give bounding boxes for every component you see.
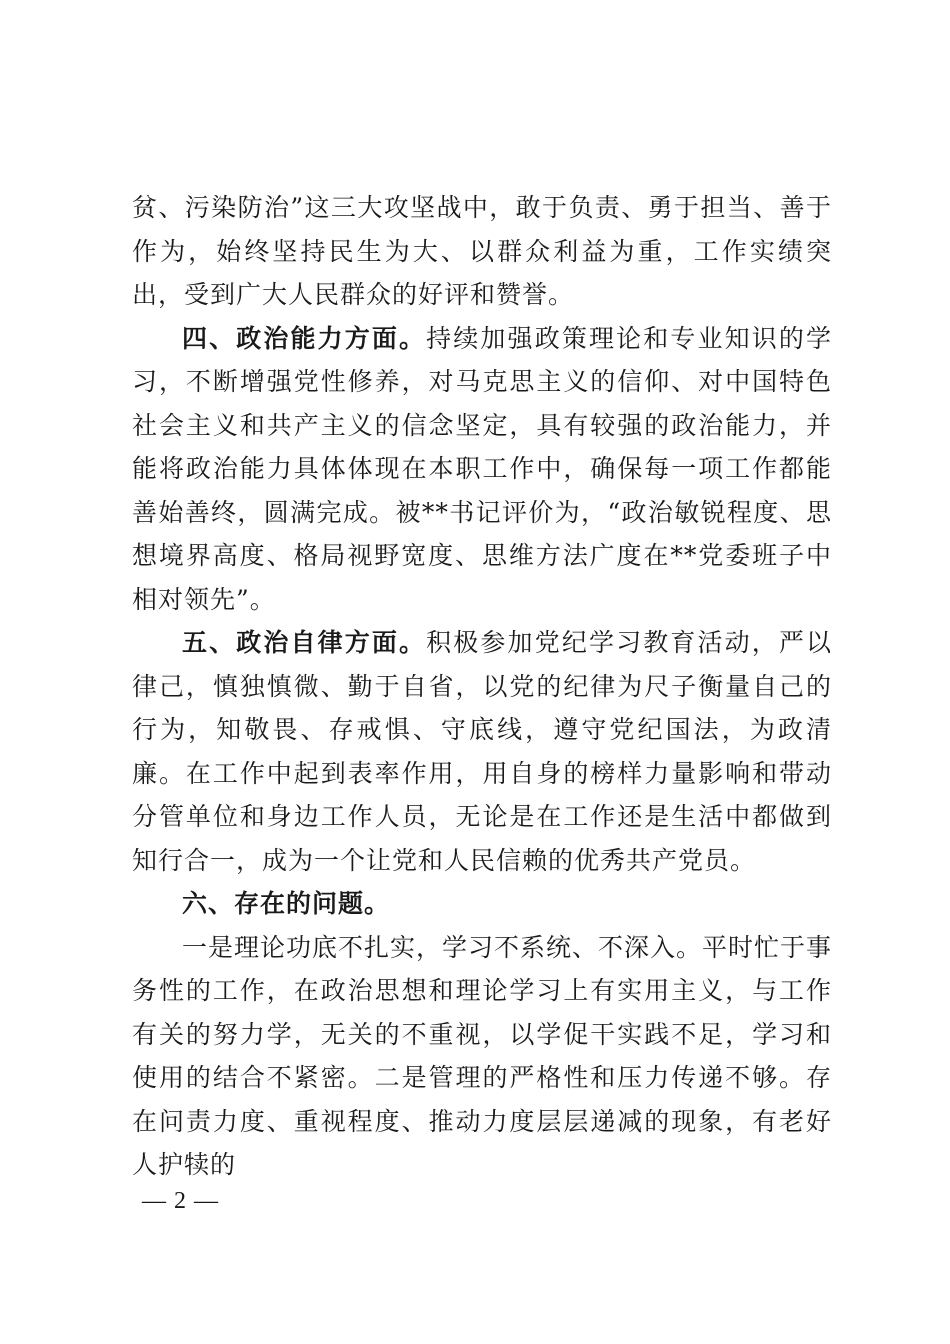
section-5-body: 积极参加党纪学习教育活动，严以律己，慎独慎微、勤于自省，以党的纪律为尺子衡量自己的行为，知敬畏、存戒惧、守底线，遵守党纪国法，为政清廉。在工作中起到表率作用，用自身的榜样力量影响和带动分管单位和身边工作人员，无论是在工作还是生活中都做到知行合一，成为一个让党和人民信赖的优秀共产党员。 xyxy=(132,628,832,875)
section-4-body: 持续加强政策理论和专业知识的学习，不断增强党性修养，对马克思主义的信仰、对中国特色社会主义和共产主义的信念坚定，具有较强的政治能力，并能将政治能力具体体现在本职工作中，确保每一项工作都能善始善终，圆满完成。被**书记评价为，“政治敏锐程度、思想境界高度、格局视野宽度、思维方法广度在**党委班子中相对领先”。 xyxy=(132,323,832,614)
section-5-heading: 五、政治自律方面。 xyxy=(182,628,427,657)
section-4-paragraph xyxy=(132,317,832,622)
continuation-paragraph: 贫、污染防治”这三大攻坚战中，敢于负责、勇于担当、善于作为，始终坚持民生为大、以群众利益为重，工作实绩突出，受到广大人民群众的好评和赞誉。 xyxy=(132,193,832,309)
section-6-body-paragraph: 一是理论功底不扎实，学习不系统、不深入。平时忙于事务性的工作，在政治思想和理论学习上有实用主义，与工作有关的努力学，无关的不重视，以学促干实践不足，学习和使用的结合不紧密。二是管理的严格性和压力传递不够。存在问责力度、重视程度、推动力度层层递减的现象，有老好人护犊的 xyxy=(132,932,833,1179)
page-number: — 2 — xyxy=(142,1188,219,1214)
section-5-paragraph xyxy=(132,621,832,882)
section-6-heading-paragraph xyxy=(132,882,832,926)
document-body xyxy=(132,186,832,1187)
section-4-heading: 四、政治能力方面。 xyxy=(182,323,427,353)
section-6-heading: 六、存在的问题。 xyxy=(182,889,391,918)
